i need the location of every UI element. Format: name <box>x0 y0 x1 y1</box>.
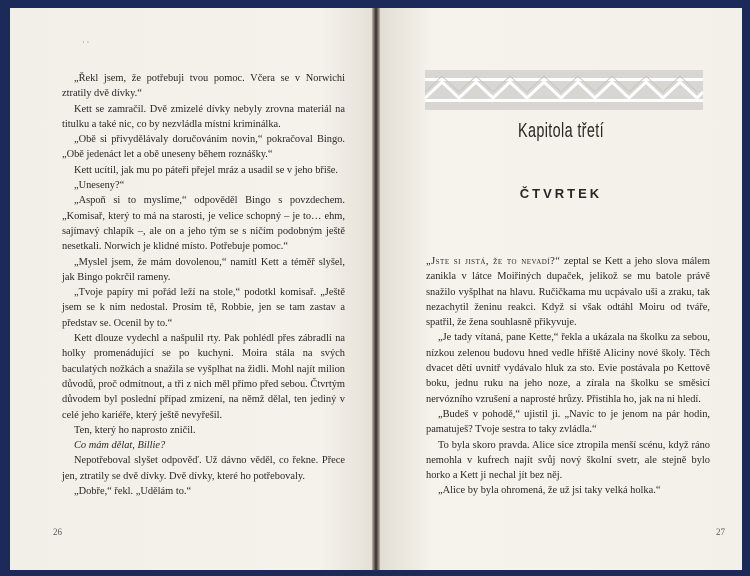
zigzag-ornament-icon <box>425 70 703 110</box>
paragraph: „Řekl jsem, že potřebuji tvou pomoc. Včera se v Norwichi ztratily dvě dívky.“ <box>62 73 345 100</box>
paragraph: Kett ucítil, jak mu po páteři přejel mráz a usadil se v jeho břiše. <box>74 164 339 176</box>
page-number: 27 <box>716 527 725 537</box>
paragraph: Nepotřeboval slyšet odpověď. Už dávno věděl, co řekne. Přece jen, ztratily se dvě dívky. Dvě dívky, které ho potřebovaly. <box>62 455 345 482</box>
paragraph: To byla skoro pravda. Alice sice ztropila menší scénu, když ráno nemohla v kufrech najít svůj nový školní svetr, ale stejně bylo horko a Kett ji nechal jít bez něj. <box>426 439 710 482</box>
chapter-subtitle: ČTVRTEK <box>519 186 603 201</box>
paragraph: „Uneseny?“ <box>74 180 125 192</box>
paragraph: Kett dlouze vydechl a našpulil rty. Pak pohlédl přes zábradlí na holky promenádující se po kuchyni. Moira stála na svých baculatých nožkách a snažila se vyšplhat na židli. Mohl najít milion důvodů, proč odmítnout, a tři z nich měl přímo před sebou. Čtvrtým důvodem byl poslední případ zmizení, na němž dělal, ten jediný v celé jeho kariéře, který ještě nevyřešil. <box>62 333 345 421</box>
paragraph: „Budeš v pohodě,“ ujistil ji. „Navíc to je jenom na pár hodin, pamatuješ? Tvoje sestra to taky zvládla.“ <box>426 408 710 436</box>
book-gutter <box>372 8 380 570</box>
opening-words: „Jste si jistá, že to nevadí?“ <box>426 256 561 267</box>
paragraph: „Je tady vítaná, pane Kette,“ řekla a ukázala na školku za sebou, nízkou zelenou budovu hned vedle hřiště Aliciny nové školy. Těch dvacet dětí uvnitř vydávalo hluk za sto. Evie postávala po Kettově boku, jednu ruku na jeho noze, a zírala na školku se směsicí nervózního vzrušení a naprosté hrůzy. Přistihla ho, jak na ni hledí. <box>426 332 710 405</box>
right-page <box>380 8 742 570</box>
paragraph: „Myslel jsem, že mám dovolenou,“ namítl Kett a téměř slyšel, jak Bingo pokrčil rameny. <box>62 256 345 283</box>
pencil-mark: · · <box>82 38 90 47</box>
paragraph-italic: Co mám dělat, Billie? <box>74 440 166 452</box>
paragraph: „Alice by byla ohromená, že už jsi taky velká holka.“ <box>438 485 661 497</box>
chapter-title: Kapitola třetí <box>518 120 604 142</box>
book-spread <box>10 8 742 570</box>
paragraph-rest: zeptal se Kett a jeho slova málem zanikla v látce Moiřiných dupaček, jelikož se mu batole právě snažilo vyšplhat na hlavu. Ručičkama mu ucpávalo uši a zraku, tak nezachytil ženinu reakci. Když si však odtáhl Moiru od tváře, spatřil, že žena souhlasně přikyvuje. <box>426 256 710 329</box>
chapter-ornament <box>425 70 703 110</box>
page-number: 26 <box>53 527 62 537</box>
paragraph: Kett se zamračil. Dvě zmizelé dívky nebyly zrovna materiál na titulku a také nic, co by nezvládla místní kriminálka. <box>62 103 345 130</box>
paragraph: „Obě si přivydělávaly doručováním novin,“ pokračoval Bingo. „Obě jedenáct let a obě uneseny během roznášky.“ <box>62 134 345 161</box>
paragraph: „Tvoje papíry mi pořád leží na stole,“ podotkl komisař. „Ještě jsem se k nim nedostal. Prosím tě, Robbie, jen se tam zastav a představ se. Ocenil by to.“ <box>62 287 345 329</box>
paragraph <box>426 254 710 330</box>
left-page <box>10 8 372 570</box>
paragraph: Ten, který ho naprosto zničil. <box>74 424 196 436</box>
paragraph: „Dobře,“ řekl. „Udělám to.“ <box>74 486 192 498</box>
left-page-text <box>62 71 345 499</box>
paragraph: „Aspoň si to myslíme,“ odpověděl Bingo s povzdechem. „Komisař, který to má na starosti, je velice schopný – je to… ehm, sajímavý chlapík –, ale on a jeho tým se s ničím podobným ještě nesetkali. Norwich je klidné místo. Potřebuje pomoc.“ <box>62 195 345 253</box>
right-page-text <box>426 254 710 499</box>
